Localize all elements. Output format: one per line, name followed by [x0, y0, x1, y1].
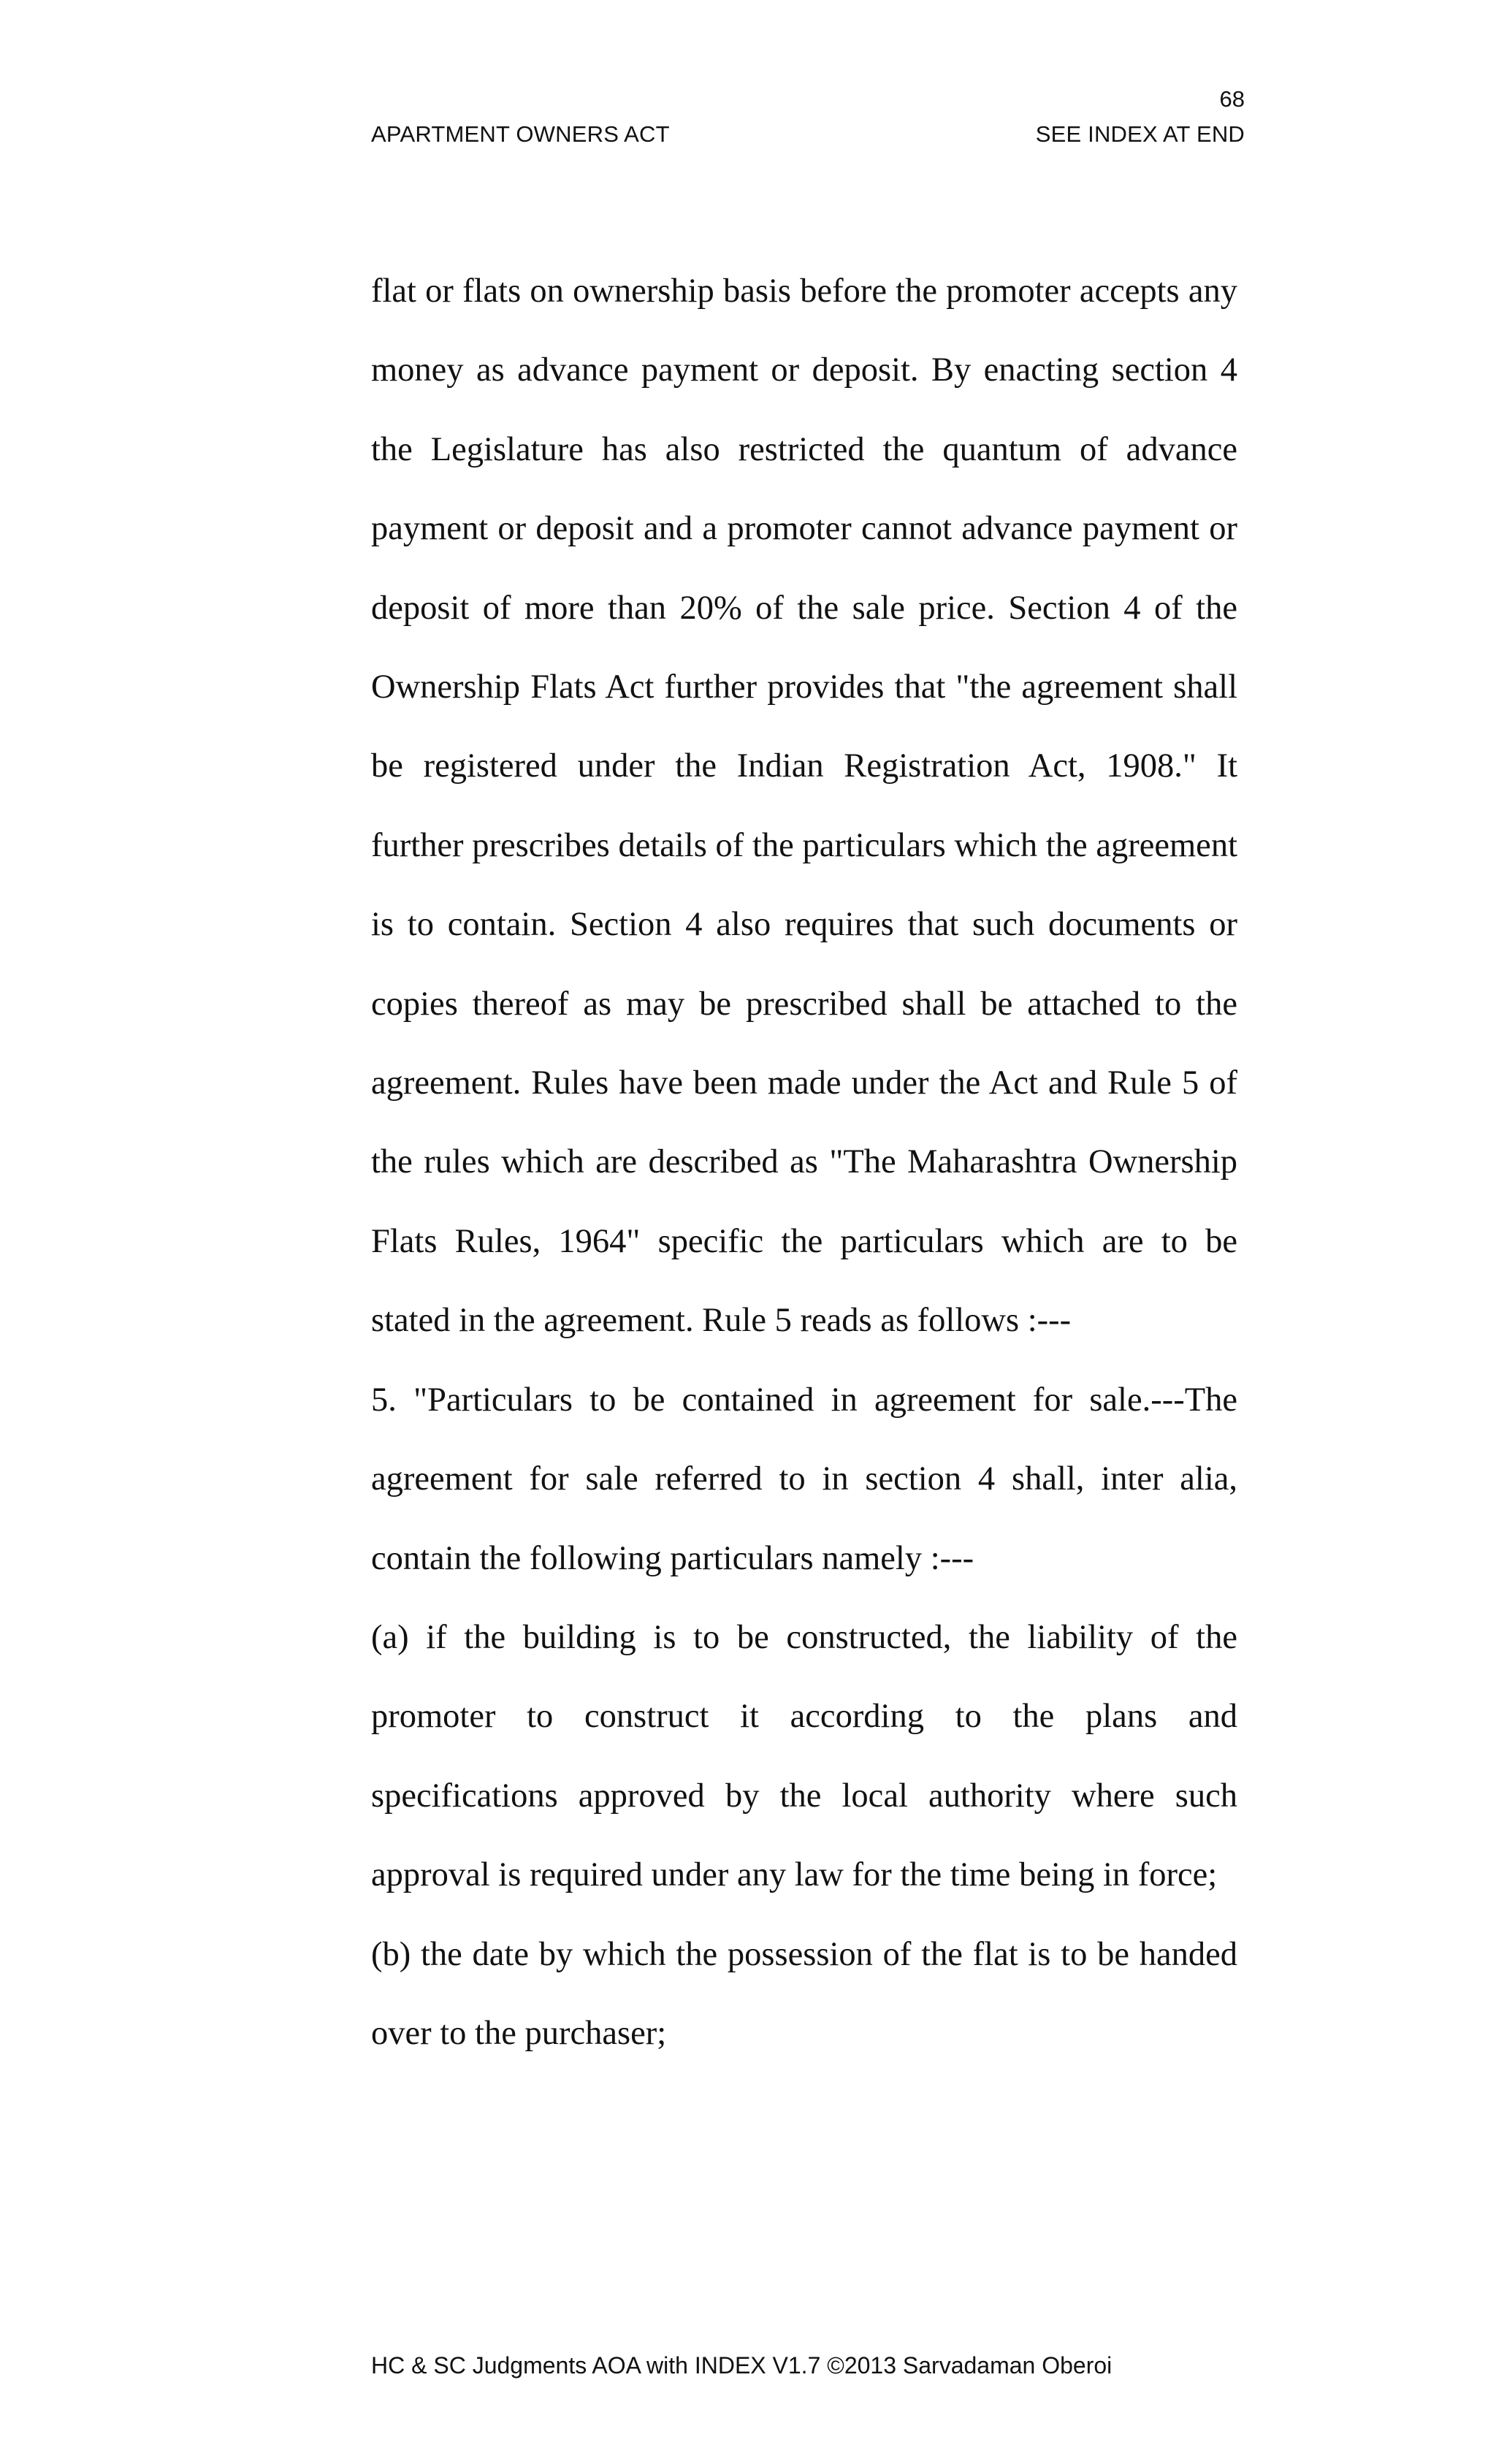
running-header-title: APARTMENT OWNERS ACT [371, 121, 670, 147]
body-paragraph: 5. "Particulars to be contained in agreement for sale.---The agreement for sale referred to in section 4 shall, inter alia, contain the following particulars namely :--- [371, 1381, 1237, 1577]
body-paragraph: (a) if the building is to be constructed, the liability of the promoter to construct it according to the plans and specifications approved by the local authority where such approval is required under any law for the time being in force; [371, 1618, 1237, 1894]
body-paragraph: (b) the date by which the possession of the flat is to be handed over to the purchaser; [371, 1935, 1237, 2052]
body-paragraph: flat or flats on ownership basis before the promoter accepts any money as advance payment or deposit. By enacting section 4 the Legislature has also restricted the quantum of advance payment or deposit and a promoter cannot advance payment or deposit of more than 20% of the sale price. Section 4 of the Ownership Flats Act further provides that "the agreement shall be registered under the Indian Registration Act, 1908." It further prescribes details of the particulars which the agreement is to contain. Section 4 also requires that such documents or copies thereof as may be prescribed shall be attached to the agreement. Rules have been made under the Act and Rule 5 of the rules which are described as "The Maharashtra Ownership Flats Rules, 1964" specific the particulars which are to be stated in the agreement. Rule 5 reads as follows :--- [371, 272, 1237, 1340]
page-footer: HC & SC Judgments AOA with INDEX V1.7 ©2013 Sarvadaman Oberoi [371, 2352, 1113, 2379]
running-header-index-note: SEE INDEX AT END [1035, 121, 1245, 147]
page-number: 68 [1219, 86, 1245, 112]
body-text [371, 252, 1237, 2073]
